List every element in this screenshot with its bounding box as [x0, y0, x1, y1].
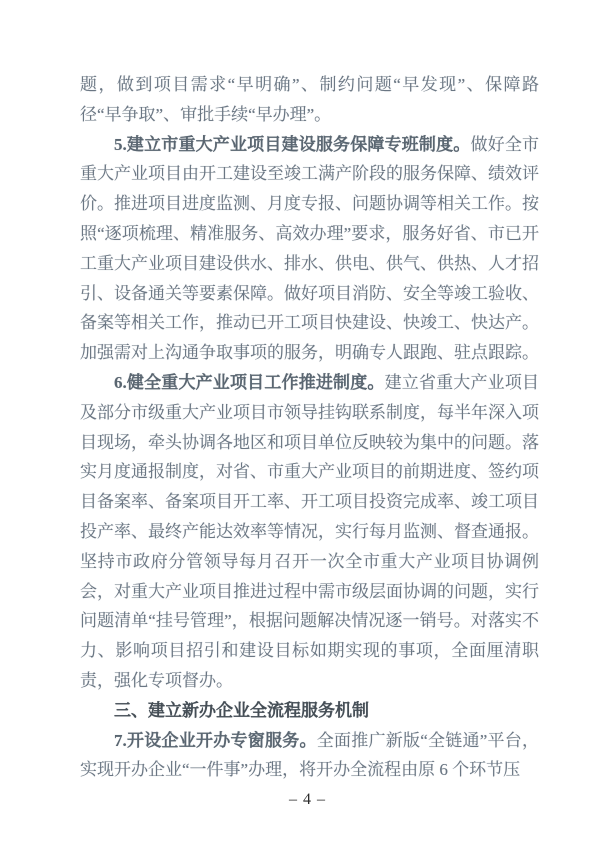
text-segment: 5.建立市重大产业项目建设服务保障专班制度。 — [114, 134, 471, 154]
page-number: – 4 – — [289, 791, 326, 808]
text-segment: 题，做到项目需求“早明确”、制约问题“早发现”、保障路径“早争取”、审批手续“早办理”。 — [80, 75, 539, 124]
section-heading-3 — [80, 696, 539, 726]
text-segment: 6.健全重大产业项目工作推进制度。 — [114, 372, 385, 392]
paragraph-continuation — [80, 70, 539, 130]
paragraph-item-5 — [80, 130, 539, 368]
text-segment: 全面推广新版“全链通”平台，实现开办企业“一件事”办理，将开办全流程由原 6 个环节压 — [80, 730, 540, 780]
paragraph-item-6 — [80, 368, 539, 696]
paragraph-item-7 — [80, 726, 539, 786]
text-segment: 做好全市重大产业项目由开工建设至竣工满产阶段的服务保障、绩效评价。推进项目进度监测、月度专报、问题协调等相关工作。按照“逐项梳理、精准服务、高效办理”要求，服务好省、市已开工重大产业项目建设供水、排水、供电、供气、供热、人才招引、设备通关等要素保障。做好项目消防、安全等竣工验收、备案等相关工作，推动已开工项目快建设、快竣工、快达产。加强需对上沟通争取事项的服务，明确专人跟跑、驻点跟踪。 — [80, 134, 539, 363]
text-segment: 建立省重大产业项目及部分市级重大产业项目市领导挂钩联系制度，每半年深入项目现场，牵头协调各地区和项目单位反映较为集中的问题。落实月度通报制度，对省、市重大产业项目的前期进度、签约项目备案率、备案项目开工率、开工项目投资完成率、竣工项目投产率、最终产能达效率等情况，实行每月监测、督查通报。坚持市政府分管领导每月召开一次全市重大产业项目协调例会，对重大产业项目推进过程中需市级层面协调的问题，实行问题清单“挂号管理”，根据问题解决情况逐一销号。对落实不力、影响项目招引和建设目标如期实现的事项，全面厘清职责，强化专项督办。 — [80, 372, 540, 690]
document-body — [80, 70, 539, 785]
text-segment: 三、建立新办企业全流程服务机制 — [114, 700, 369, 720]
text-segment: 7.开设企业开办专窗服务。 — [114, 730, 317, 750]
